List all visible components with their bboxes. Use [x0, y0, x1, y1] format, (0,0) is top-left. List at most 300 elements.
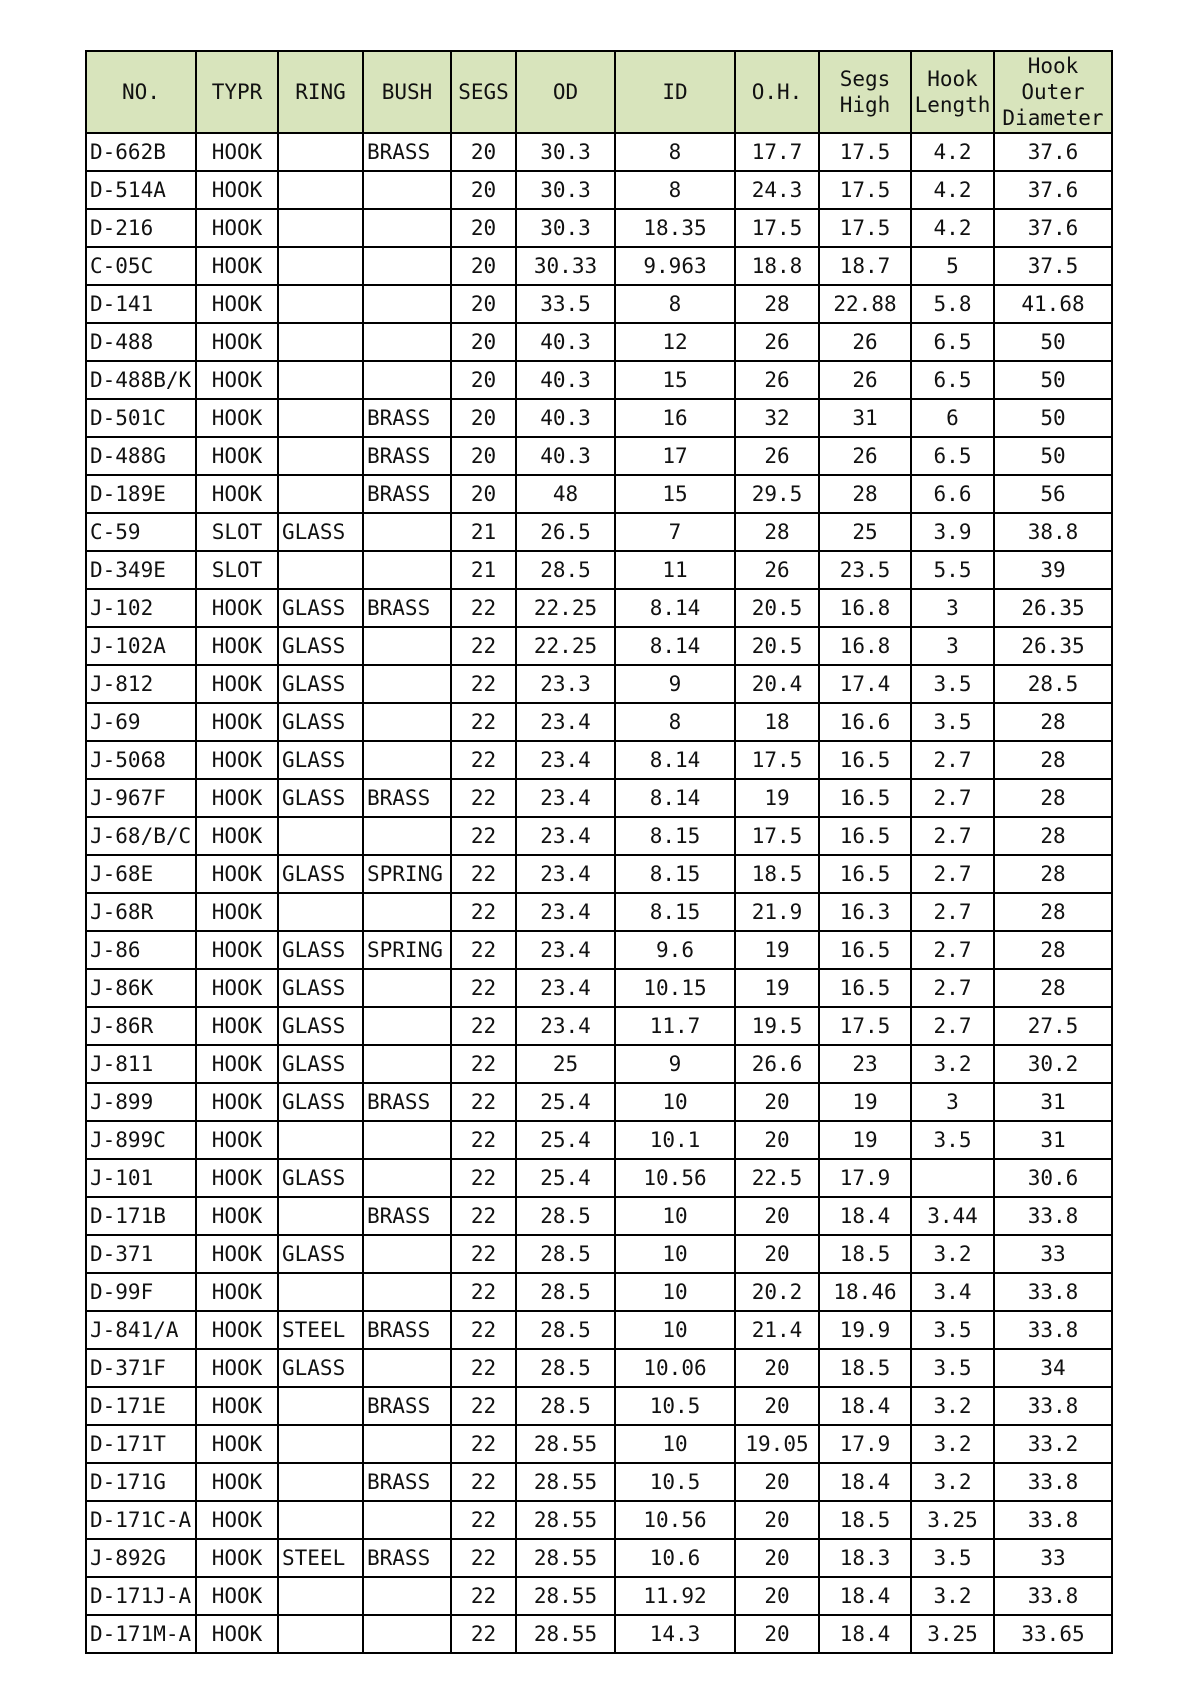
table-cell: 26	[735, 437, 819, 475]
table-row	[86, 399, 1112, 437]
table-row	[86, 133, 1112, 171]
column-header-line: High	[839, 93, 891, 117]
table-cell: 20	[451, 285, 516, 323]
table-cell: 40.3	[516, 437, 615, 475]
table-cell: J-69	[86, 703, 196, 741]
table-cell: 18.5	[819, 1501, 911, 1539]
table-cell: 5	[911, 247, 994, 285]
header-row	[86, 51, 1112, 133]
table-cell: GLASS	[278, 665, 363, 703]
table-cell: 2.7	[911, 741, 994, 779]
table-cell: 10.06	[615, 1349, 735, 1387]
table-cell: 22	[451, 1539, 516, 1577]
table-cell: 10.6	[615, 1539, 735, 1577]
table-cell: 17.4	[819, 665, 911, 703]
table-cell: BRASS	[363, 1197, 451, 1235]
table-cell: 10	[615, 1425, 735, 1463]
table-cell: 23.5	[819, 551, 911, 589]
table-cell: 3.5	[911, 703, 994, 741]
table-cell: HOOK	[196, 285, 278, 323]
table-cell: D-371F	[86, 1349, 196, 1387]
table-cell: 21	[451, 551, 516, 589]
table-cell: HOOK	[196, 1159, 278, 1197]
column-header-line: Hook	[1027, 54, 1079, 78]
table-cell	[278, 1425, 363, 1463]
table-cell: 3.2	[911, 1387, 994, 1425]
table-cell: 20	[735, 1387, 819, 1425]
table-cell: 8.15	[615, 855, 735, 893]
table-row	[86, 589, 1112, 627]
column-header: OD	[516, 51, 615, 133]
table-cell: 23.4	[516, 1007, 615, 1045]
column-header: BUSH	[363, 51, 451, 133]
table-cell: 56	[994, 475, 1112, 513]
table-row	[86, 171, 1112, 209]
table-cell: 16.5	[819, 855, 911, 893]
table-cell: 28.5	[516, 1273, 615, 1311]
table-cell: 10.1	[615, 1121, 735, 1159]
table-cell: 28.5	[516, 1197, 615, 1235]
table-cell: 19.05	[735, 1425, 819, 1463]
table-cell: HOOK	[196, 1501, 278, 1539]
table-cell: 20	[451, 475, 516, 513]
table-cell: J-68R	[86, 893, 196, 931]
column-header-line: Diameter	[1002, 106, 1104, 130]
table-row	[86, 1425, 1112, 1463]
table-cell: BRASS	[363, 1083, 451, 1121]
table-cell: J-841/A	[86, 1311, 196, 1349]
table-cell: 26	[819, 323, 911, 361]
table-cell: 20.5	[735, 589, 819, 627]
table-cell: HOOK	[196, 1539, 278, 1577]
table-cell: 15	[615, 361, 735, 399]
table-row	[86, 209, 1112, 247]
table-row	[86, 1197, 1112, 1235]
table-cell: 4.2	[911, 171, 994, 209]
table-cell: 6.6	[911, 475, 994, 513]
table-cell: 3.5	[911, 1349, 994, 1387]
table-cell: HOOK	[196, 1197, 278, 1235]
table-cell: HOOK	[196, 437, 278, 475]
table-cell: D-488B/K	[86, 361, 196, 399]
table-cell: GLASS	[278, 1235, 363, 1273]
table-cell: 22	[451, 779, 516, 817]
table-cell: 22	[451, 969, 516, 1007]
table-cell: HOOK	[196, 703, 278, 741]
column-header: NO.	[86, 51, 196, 133]
table-row	[86, 513, 1112, 551]
table-cell	[278, 1501, 363, 1539]
table-cell: 2.7	[911, 931, 994, 969]
table-cell: 2.7	[911, 779, 994, 817]
table-cell: 20	[451, 361, 516, 399]
table-cell: HOOK	[196, 171, 278, 209]
table-cell: 10	[615, 1197, 735, 1235]
table-cell	[278, 323, 363, 361]
table-cell	[363, 513, 451, 551]
table-cell: 17.5	[819, 209, 911, 247]
table-cell: HOOK	[196, 855, 278, 893]
table-cell: 28	[994, 893, 1112, 931]
table-cell: 18.4	[819, 1615, 911, 1653]
table-cell: 22	[451, 741, 516, 779]
table-cell: 22.88	[819, 285, 911, 323]
table-cell: HOOK	[196, 817, 278, 855]
table-cell: D-171T	[86, 1425, 196, 1463]
table-cell: J-86	[86, 931, 196, 969]
table-cell: 2.7	[911, 1007, 994, 1045]
table-row	[86, 1045, 1112, 1083]
table-cell: GLASS	[278, 931, 363, 969]
table-cell: 18.8	[735, 247, 819, 285]
table-cell: 22	[451, 589, 516, 627]
table-cell: 19	[819, 1121, 911, 1159]
table-cell: HOOK	[196, 323, 278, 361]
table-cell: D-216	[86, 209, 196, 247]
table-cell: 17.5	[735, 741, 819, 779]
table-cell: 50	[994, 323, 1112, 361]
table-cell: 23.4	[516, 817, 615, 855]
table-cell: 23.4	[516, 779, 615, 817]
table-cell: 28.55	[516, 1425, 615, 1463]
table-cell: 41.68	[994, 285, 1112, 323]
table-cell: 2.7	[911, 855, 994, 893]
table-cell: D-371	[86, 1235, 196, 1273]
table-cell: 8.14	[615, 779, 735, 817]
table-row	[86, 741, 1112, 779]
table-cell: J-68E	[86, 855, 196, 893]
table-cell: 32	[735, 399, 819, 437]
table-row	[86, 361, 1112, 399]
spec-table	[85, 50, 1113, 1654]
table-cell: 20	[735, 1349, 819, 1387]
table-cell: 23.4	[516, 703, 615, 741]
table-cell: 50	[994, 437, 1112, 475]
table-cell: 3.5	[911, 1539, 994, 1577]
table-cell: STEEL	[278, 1539, 363, 1577]
table-cell: 37.6	[994, 209, 1112, 247]
table-cell: 14.3	[615, 1615, 735, 1653]
table-cell: 20	[735, 1577, 819, 1615]
table-cell: 16.3	[819, 893, 911, 931]
table-cell: 20	[735, 1615, 819, 1653]
table-cell: 23.3	[516, 665, 615, 703]
table-cell: 26.35	[994, 589, 1112, 627]
table-cell: 25	[819, 513, 911, 551]
table-cell: BRASS	[363, 437, 451, 475]
table-cell: 8.14	[615, 741, 735, 779]
table-cell	[363, 1235, 451, 1273]
table-cell: D-488	[86, 323, 196, 361]
table-cell: 37.6	[994, 171, 1112, 209]
table-cell: HOOK	[196, 741, 278, 779]
table-cell: 33.2	[994, 1425, 1112, 1463]
table-cell: 33.8	[994, 1273, 1112, 1311]
table-cell: 22	[451, 1045, 516, 1083]
table-cell: HOOK	[196, 133, 278, 171]
table-cell: 38.8	[994, 513, 1112, 551]
table-cell: 33.8	[994, 1387, 1112, 1425]
table-cell: J-68/B/C	[86, 817, 196, 855]
table-cell: HOOK	[196, 1463, 278, 1501]
table-cell: 20	[735, 1463, 819, 1501]
table-cell: 22	[451, 665, 516, 703]
table-cell: C-59	[86, 513, 196, 551]
table-cell: HOOK	[196, 665, 278, 703]
table-cell: 10.56	[615, 1159, 735, 1197]
table-cell: 18.3	[819, 1539, 911, 1577]
table-cell: 20	[735, 1083, 819, 1121]
table-row	[86, 1387, 1112, 1425]
table-cell	[278, 1273, 363, 1311]
table-cell: J-102A	[86, 627, 196, 665]
table-row	[86, 627, 1112, 665]
table-cell: BRASS	[363, 779, 451, 817]
table-cell: 9.6	[615, 931, 735, 969]
table-cell: 28.55	[516, 1577, 615, 1615]
table-cell: 19	[735, 969, 819, 1007]
column-header-line: Hook	[927, 67, 978, 91]
column-header	[819, 51, 911, 133]
table-cell: HOOK	[196, 209, 278, 247]
table-cell: 33.8	[994, 1311, 1112, 1349]
table-cell: 27.5	[994, 1007, 1112, 1045]
table-cell: 33.8	[994, 1463, 1112, 1501]
table-cell: 20	[735, 1197, 819, 1235]
table-cell: 26	[735, 551, 819, 589]
table-row	[86, 1007, 1112, 1045]
table-cell: 20.5	[735, 627, 819, 665]
table-cell: 40.3	[516, 361, 615, 399]
table-cell: J-892G	[86, 1539, 196, 1577]
table-cell: BRASS	[363, 1311, 451, 1349]
table-cell: 26.5	[516, 513, 615, 551]
table-cell: 28.5	[516, 1235, 615, 1273]
table-cell: D-662B	[86, 133, 196, 171]
table-cell: GLASS	[278, 1007, 363, 1045]
table-cell: 19	[735, 931, 819, 969]
table-cell: 24.3	[735, 171, 819, 209]
table-cell: 34	[994, 1349, 1112, 1387]
table-row	[86, 1615, 1112, 1653]
table-cell: GLASS	[278, 1159, 363, 1197]
table-cell: 10	[615, 1311, 735, 1349]
table-cell	[363, 1577, 451, 1615]
table-cell	[278, 551, 363, 589]
table-cell: 17.7	[735, 133, 819, 171]
table-cell: BRASS	[363, 589, 451, 627]
table-cell	[363, 1273, 451, 1311]
table-cell	[363, 1349, 451, 1387]
table-cell: 10	[615, 1273, 735, 1311]
table-cell: 10.5	[615, 1387, 735, 1425]
table-cell: 3.4	[911, 1273, 994, 1311]
table-cell: 22	[451, 1577, 516, 1615]
table-cell: 18.46	[819, 1273, 911, 1311]
table-row	[86, 1311, 1112, 1349]
table-cell: 7	[615, 513, 735, 551]
column-header	[994, 51, 1112, 133]
table-row	[86, 1235, 1112, 1273]
table-cell	[363, 703, 451, 741]
table-cell: 10	[615, 1235, 735, 1273]
table-cell: J-86R	[86, 1007, 196, 1045]
table-cell: 33	[994, 1539, 1112, 1577]
table-cell: 28	[994, 741, 1112, 779]
table-cell: 18.5	[819, 1235, 911, 1273]
table-cell	[363, 627, 451, 665]
table-cell: 21.9	[735, 893, 819, 931]
table-cell: 17.5	[735, 209, 819, 247]
table-row	[86, 1159, 1112, 1197]
table-cell: 20	[451, 209, 516, 247]
table-cell: HOOK	[196, 1425, 278, 1463]
table-header	[86, 51, 1112, 133]
table-cell: 9	[615, 1045, 735, 1083]
table-cell: 26	[735, 361, 819, 399]
table-cell: 17.9	[819, 1425, 911, 1463]
table-cell: 18.4	[819, 1197, 911, 1235]
table-cell: 30.6	[994, 1159, 1112, 1197]
table-cell: 22	[451, 893, 516, 931]
table-cell: 26.6	[735, 1045, 819, 1083]
table-cell: HOOK	[196, 1577, 278, 1615]
table-cell: 18.7	[819, 247, 911, 285]
table-cell	[278, 1121, 363, 1159]
table-cell: D-189E	[86, 475, 196, 513]
table-cell: D-488G	[86, 437, 196, 475]
table-cell: GLASS	[278, 703, 363, 741]
table-cell: 28	[994, 855, 1112, 893]
table-cell: 10	[615, 1083, 735, 1121]
table-cell: 22	[451, 1007, 516, 1045]
table-cell: 9.963	[615, 247, 735, 285]
table-cell: 48	[516, 475, 615, 513]
table-cell: HOOK	[196, 1615, 278, 1653]
table-cell: 2.7	[911, 817, 994, 855]
table-cell: J-101	[86, 1159, 196, 1197]
table-cell	[278, 171, 363, 209]
table-cell	[278, 437, 363, 475]
table-cell: 37.6	[994, 133, 1112, 171]
table-body	[86, 133, 1112, 1653]
table-cell: SPRING	[363, 855, 451, 893]
table-cell: 3.2	[911, 1577, 994, 1615]
table-cell	[363, 323, 451, 361]
table-cell: 20	[451, 171, 516, 209]
table-row	[86, 665, 1112, 703]
table-cell	[911, 1159, 994, 1197]
table-cell: 3	[911, 627, 994, 665]
table-cell	[278, 475, 363, 513]
table-cell: BRASS	[363, 1539, 451, 1577]
table-cell: 28	[819, 475, 911, 513]
table-row	[86, 285, 1112, 323]
table-cell: 31	[994, 1083, 1112, 1121]
table-cell: BRASS	[363, 475, 451, 513]
table-cell	[278, 817, 363, 855]
table-cell: STEEL	[278, 1311, 363, 1349]
table-cell	[278, 209, 363, 247]
table-cell: J-811	[86, 1045, 196, 1083]
table-cell: 20	[451, 399, 516, 437]
table-cell: 20	[735, 1539, 819, 1577]
table-cell: 28.5	[516, 551, 615, 589]
table-cell: 30.3	[516, 133, 615, 171]
table-cell: 22	[451, 1501, 516, 1539]
table-cell: 8	[615, 171, 735, 209]
table-cell: 17	[615, 437, 735, 475]
table-cell: BRASS	[363, 133, 451, 171]
table-cell: HOOK	[196, 247, 278, 285]
table-cell: 26	[819, 361, 911, 399]
table-cell: 22	[451, 627, 516, 665]
table-cell: 8	[615, 703, 735, 741]
table-cell: 23	[819, 1045, 911, 1083]
table-cell: D-171E	[86, 1387, 196, 1425]
table-cell: 2.7	[911, 969, 994, 1007]
table-row	[86, 1463, 1112, 1501]
table-cell: 37.5	[994, 247, 1112, 285]
table-cell: 16.5	[819, 779, 911, 817]
table-cell: 31	[994, 1121, 1112, 1159]
table-cell: HOOK	[196, 627, 278, 665]
table-cell: 10.15	[615, 969, 735, 1007]
table-cell	[363, 1501, 451, 1539]
table-cell: 30.33	[516, 247, 615, 285]
table-cell: 22	[451, 1197, 516, 1235]
table-cell: HOOK	[196, 969, 278, 1007]
table-cell: 3.5	[911, 1311, 994, 1349]
table-cell: 3.5	[911, 665, 994, 703]
table-cell: 18.4	[819, 1387, 911, 1425]
column-header: RING	[278, 51, 363, 133]
table-cell	[278, 1197, 363, 1235]
table-cell: 23.4	[516, 893, 615, 931]
table-cell: 33	[994, 1235, 1112, 1273]
table-cell	[278, 893, 363, 931]
table-cell: 20	[451, 247, 516, 285]
table-cell: 3.2	[911, 1463, 994, 1501]
table-cell: GLASS	[278, 969, 363, 1007]
table-cell: 6.5	[911, 323, 994, 361]
table-cell: 16.5	[819, 817, 911, 855]
table-row	[86, 1349, 1112, 1387]
table-cell: 28.5	[994, 665, 1112, 703]
table-cell	[363, 361, 451, 399]
table-cell: 16.5	[819, 969, 911, 1007]
table-cell: 22	[451, 1463, 516, 1501]
table-row	[86, 817, 1112, 855]
table-cell	[363, 285, 451, 323]
table-cell: 20	[451, 133, 516, 171]
table-cell: 26.35	[994, 627, 1112, 665]
table-cell	[363, 247, 451, 285]
table-cell: 11.7	[615, 1007, 735, 1045]
table-cell: 30.2	[994, 1045, 1112, 1083]
table-cell: 28.55	[516, 1501, 615, 1539]
table-cell: 39	[994, 551, 1112, 589]
table-cell: 28	[994, 931, 1112, 969]
table-cell: 33.65	[994, 1615, 1112, 1653]
table-cell: 28.55	[516, 1615, 615, 1653]
table-cell: D-514A	[86, 171, 196, 209]
table-cell: 19	[819, 1083, 911, 1121]
table-cell	[278, 1615, 363, 1653]
table-cell: 19.5	[735, 1007, 819, 1045]
table-cell: GLASS	[278, 589, 363, 627]
table-cell: 40.3	[516, 323, 615, 361]
